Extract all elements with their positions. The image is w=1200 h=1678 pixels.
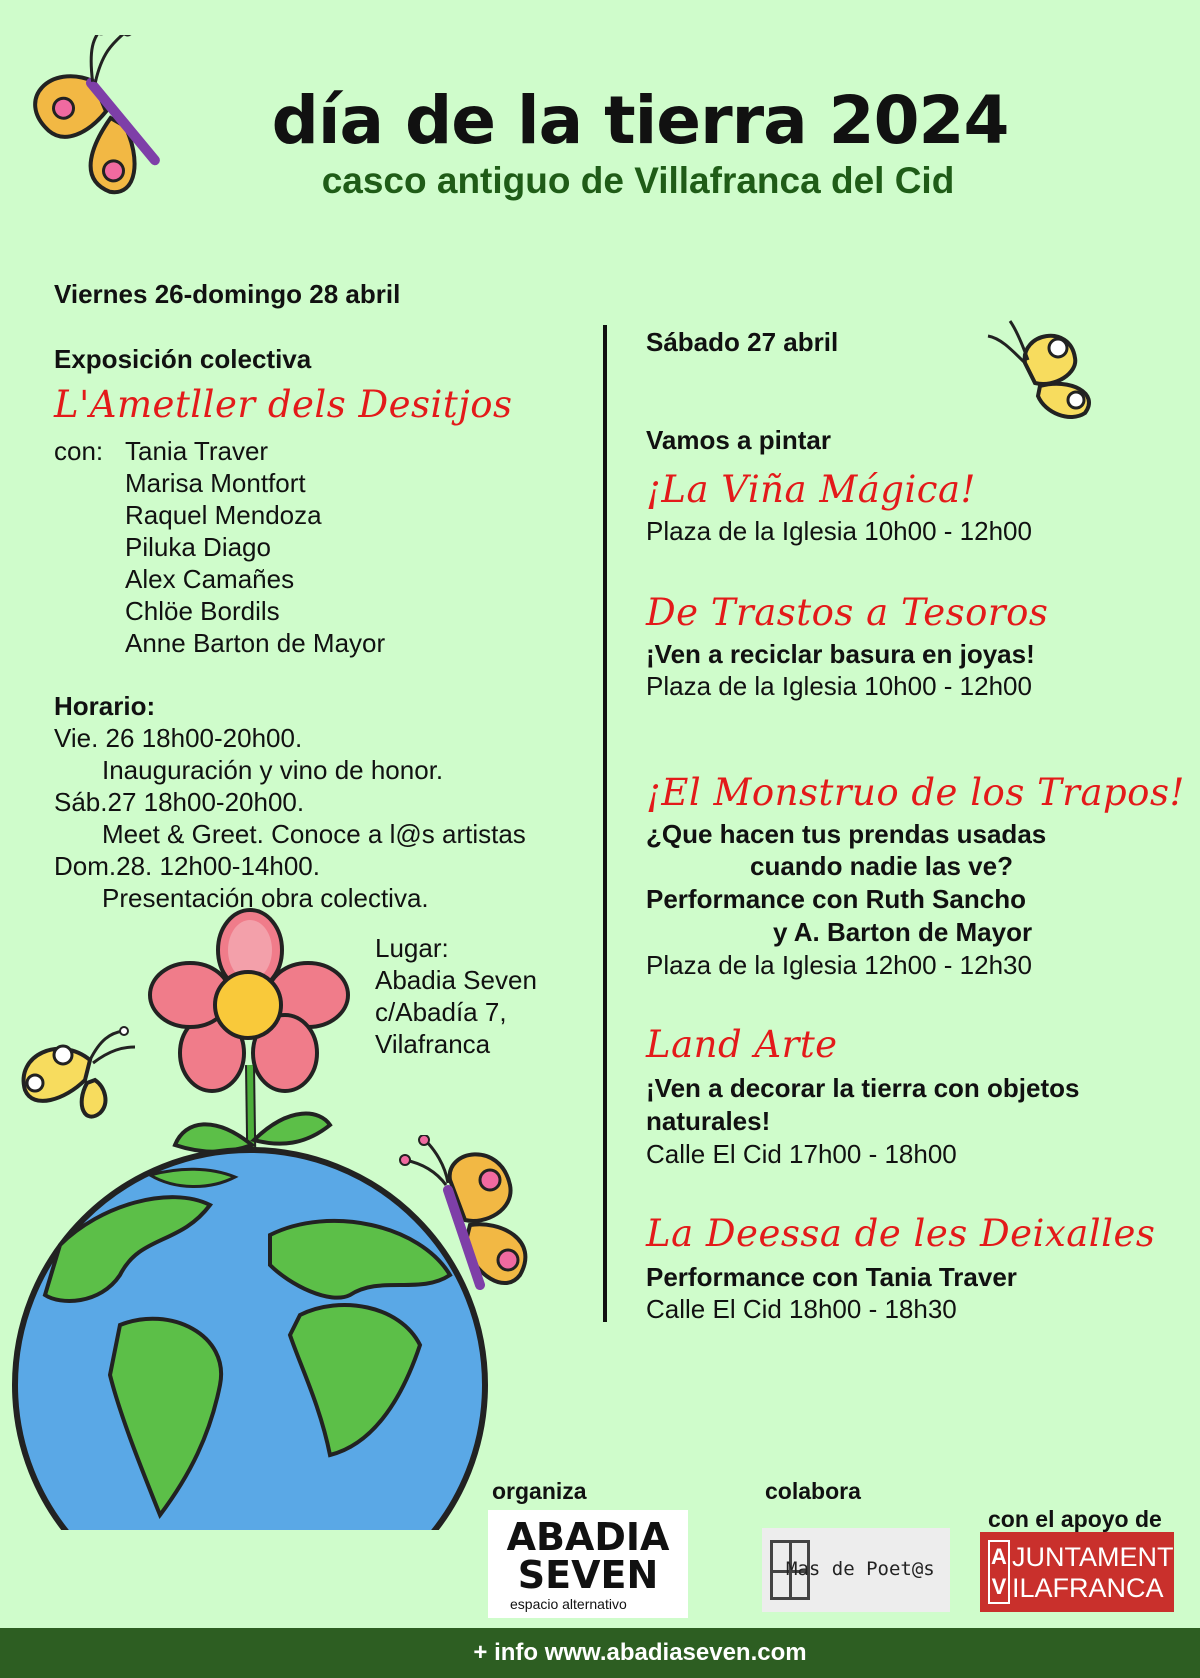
artist-name: Alex Camañes [125, 564, 295, 594]
saturday-date: Sábado 27 abril [646, 327, 839, 357]
artist-name: Marisa Montfort [125, 468, 306, 498]
horario-line: Sáb.27 18h00-20h00. [54, 787, 305, 817]
event-line: Performance con Ruth Sancho [646, 884, 1026, 914]
horario-label: Horario: [54, 691, 156, 721]
colabora-label: colabora [765, 1478, 861, 1504]
ajuntament-logo[interactable] [980, 1532, 1174, 1612]
event-title: La Deessa de les Deixalles [646, 1212, 1156, 1255]
event-place: Plaza de la Iglesia 10h00 - 12h00 [646, 671, 1032, 701]
artist-name: Chlöe Bordils [125, 596, 280, 626]
column-divider [603, 325, 607, 1322]
event-place: Calle El Cid 18h00 - 18h30 [646, 1294, 957, 1324]
lugar-line: Vilafranca [375, 1029, 491, 1059]
logo-line: JUNTAMENT [1012, 1542, 1174, 1572]
abadia-seven-logo[interactable] [488, 1510, 688, 1618]
horario-line: Dom.28. 12h00-14h00. [54, 851, 320, 881]
page-title: día de la tierra 2024 [271, 82, 1009, 159]
artist-name: Piluka Diago [125, 532, 271, 562]
logo-tagline: espacio alternativo [510, 1596, 627, 1612]
event-place: Plaza de la Iglesia 10h00 - 12h00 [646, 516, 1032, 546]
butterfly-icon-right [980, 318, 1120, 423]
logo-mark-v: V [991, 1574, 1007, 1599]
logo-line: ABADIA [506, 1515, 670, 1559]
artist-list [125, 435, 385, 659]
horario-line: Meet & Greet. Conoce a l@s artistas [102, 819, 526, 849]
event-dates: Viernes 26-domingo 28 abril [54, 279, 401, 309]
event-title: Land Arte [646, 1023, 838, 1066]
event-place: Plaza de la Iglesia 12h00 - 12h30 [646, 950, 1032, 980]
event-line: ¡Ven a reciclar basura en joyas! [646, 639, 1035, 669]
logo-mark-a: A [991, 1544, 1007, 1569]
event-line: naturales! [646, 1106, 771, 1136]
event-place: Calle El Cid 17h00 - 18h00 [646, 1139, 957, 1169]
event-title: De Trastos a Tesoros [646, 591, 1049, 634]
horario-list [54, 722, 526, 914]
event-line: ¿Que hacen tus prendas usadas [646, 819, 1047, 849]
horario-line: Vie. 26 18h00-20h00. [54, 723, 303, 753]
mas-de-poetas-logo[interactable] [762, 1528, 950, 1612]
vamos-label: Vamos a pintar [646, 425, 831, 455]
organiza-label: organiza [492, 1478, 587, 1504]
event-title: ¡La Viña Mágica! [646, 468, 976, 511]
butterfly-icon-top-left [28, 35, 208, 205]
logo-text: Mas de Poet@s [786, 1558, 935, 1580]
artist-name: Anne Barton de Mayor [125, 628, 386, 658]
artist-name: Tania Traver [125, 436, 269, 466]
event-line: ¡Ven a decorar la tierra con objetos [646, 1073, 1080, 1103]
lugar-label: Lugar: [375, 933, 449, 963]
logo-mark [988, 1540, 1010, 1604]
expo-title: L'Ametller dels Desitjos [54, 383, 513, 426]
con-label: con: [54, 436, 104, 466]
logo-line: SEVEN [517, 1553, 659, 1597]
horario-line: Inauguración y vino de honor. [102, 755, 444, 785]
expo-label: Exposición colectiva [54, 344, 312, 374]
event-line: cuando nadie las ve? [750, 851, 1013, 881]
footer-info-link[interactable]: + info www.abadiaseven.com [473, 1639, 807, 1666]
apoyo-label: con el apoyo de [988, 1506, 1162, 1532]
lugar-block [375, 932, 537, 1060]
page-subtitle: casco antiguo de Villafranca del Cid [321, 160, 955, 201]
lugar-line: Abadia Seven [375, 965, 537, 995]
logo-line: ILAFRANCA [1012, 1573, 1164, 1603]
footer-bar [0, 1628, 1200, 1678]
event-line: y A. Barton de Mayor [773, 917, 1033, 947]
horario-line: Presentación obra colectiva. [102, 883, 429, 913]
event-title: ¡El Monstruo de los Trapos! [646, 771, 1185, 814]
artist-name: Raquel Mendoza [125, 500, 322, 530]
lugar-line: c/Abadía 7, [375, 997, 507, 1027]
event-line: Performance con Tania Traver [646, 1262, 1017, 1292]
